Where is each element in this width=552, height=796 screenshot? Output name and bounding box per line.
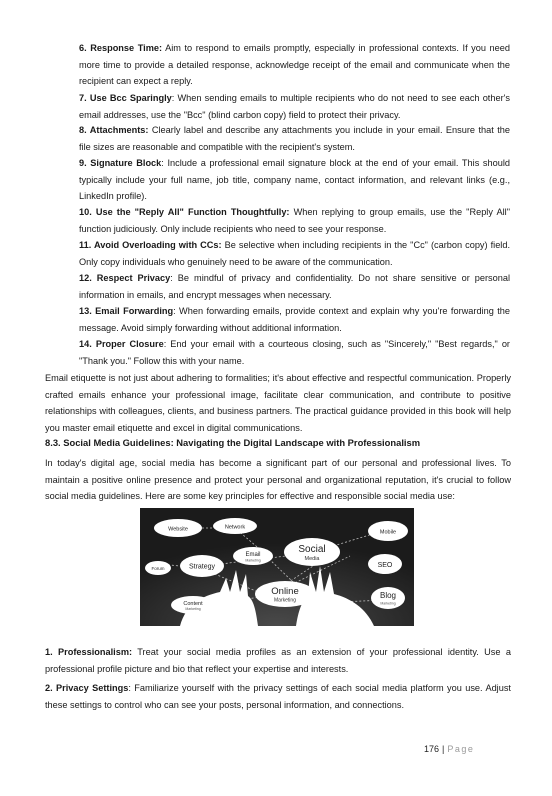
summary-paragraph: Email etiquette is not just about adhering to formalities; it's about effective and respectful communication. Properly crafted emails enhance your professional image, facilitate clear communication, and contribute to positive relationships with colleagues, clients, and business partners. The practical guidance provided in this book will help you master email etiquette and excel in digital communications. [45,373,511,433]
label-forum: Forum [151,566,165,571]
bubble-social-media [284,538,340,566]
bubble-content-marketing [171,596,215,614]
bubble-seo [368,554,402,574]
item-label: 9. Signature Block [79,158,162,168]
item-label: 8. Attachments: [79,125,149,135]
item-text: Be selective when including recipients in the "Cc" (carbon copy) field. Only copy individuals who genuinely need to be aware of the communication. [79,240,511,267]
item-text: Aim to respond to emails promptly, especially in professional contexts. If you need more time to provide a detailed response, acknowledge receipt of the email and communicate when the recipient can expect a reply. [79,43,510,87]
footer-separator: | [442,744,445,754]
list-item-bcc [79,90,510,123]
label-seo: SEO [377,562,393,569]
item-label: 10. Use the "Reply All" Function Thoughtfully: [79,207,290,217]
item-text: : When forwarding emails, provide context and explain why you're forwarding the message. Avoid simply forwarding without additional information. [79,306,510,333]
section-heading: 8.3. Social Media Guidelines: Navigating the Digital Landscape with Professionalism [45,437,421,448]
label-online: Online [271,586,299,597]
label-strategy: Strategy [188,563,216,571]
item-text: When replying to group emails, use the "Reply All" function judiciously. Only include recipients who need to see your response. [79,207,510,234]
item-label: 6. Response Time: [79,43,163,53]
point-text: : Familiarize yourself with the privacy settings of each social media platform you use. Adjust these settings to control who can see your posts, personal information, and connections. [45,683,511,710]
bubble-blog [371,587,405,609]
list-item-response-time [79,40,510,90]
list-item-ccs [79,237,510,270]
label-social-sub: Media [304,556,320,562]
label-social: Social [298,544,326,555]
label-email: Email [245,552,261,558]
list-item-closure [79,336,510,369]
point-label: 1. Professionalism: [45,647,133,657]
item-text: : End your email with a courteous closing, such as "Sincerely," "Best regards," or "Thank you." Follow this with your name. [79,339,510,366]
point-text: Treat your social media profiles as an extension of your professional identity. Use a professional profile picture and bio that reflect your expertise and interests. [45,647,511,674]
page-number: 176 [424,744,440,754]
label-blog: Blog [379,591,397,600]
point-professionalism [45,644,511,677]
label-online-sub: Marketing [274,597,296,604]
list-item-forwarding [79,303,510,336]
item-label: 11. Avoid Overloading with CCs: [79,240,222,250]
label-blog-sub: Marketing [380,601,396,606]
label-content: Content [183,601,203,607]
section-intro-paragraph: In today's digital age, social media has become a significant part of our personal and professional lives. To maintain a positive online presence and protect your personal and organizational reputation, it's crucial to follow social media guidelines. Here are some key principles for effective and responsible social media use: [45,458,511,502]
label-content-sub: Marketing [185,607,201,611]
list-item-privacy [79,270,510,303]
bubble-forum [145,561,171,575]
list-item-signature-block [79,155,510,205]
bubble-mobile [368,521,408,541]
bubble-online-marketing [255,581,315,607]
page-word: Page [447,744,475,754]
label-website: Website [168,526,188,533]
label-mobile: Mobile [379,529,397,536]
bubble-website [154,519,202,537]
bubble-email [233,547,273,565]
label-network: Network [224,524,246,531]
item-text: : Be mindful of privacy and confidentiality. Do not share sensitive or personal information in emails, and encrypt messages when necessary. [79,273,510,300]
item-text: Clearly label and describe any attachments you include in your email. Ensure that the file sizes are reasonable and compatible with the recipient's system. [79,125,510,152]
item-label: 12. Respect Privacy [79,273,171,283]
item-text: : When sending emails to multiple recipients who do not need to see each other's email addresses, use the "Bcc" (blind carbon copy) field to protect their privacy. [79,93,510,120]
point-privacy-settings [45,680,511,713]
page-footer [424,744,474,754]
label-email-sub: Marketing [245,558,261,563]
bubble-network [213,518,257,534]
bubble-strategy [180,555,224,577]
social-media-illustration [140,508,414,626]
list-item-reply-all [79,204,510,237]
item-label: 7. Use Bcc Sparingly [79,93,172,103]
list-item-attachments [79,122,510,155]
point-label: 2. Privacy Settings [45,683,129,693]
item-label: 13. Email Forwarding [79,306,174,316]
item-text: : Include a professional email signature block at the end of your email. This should typically include your full name, job title, company name, contact information, and relevant links (e.g., LinkedIn profile). [79,158,510,202]
item-label: 14. Proper Closure [79,339,164,349]
